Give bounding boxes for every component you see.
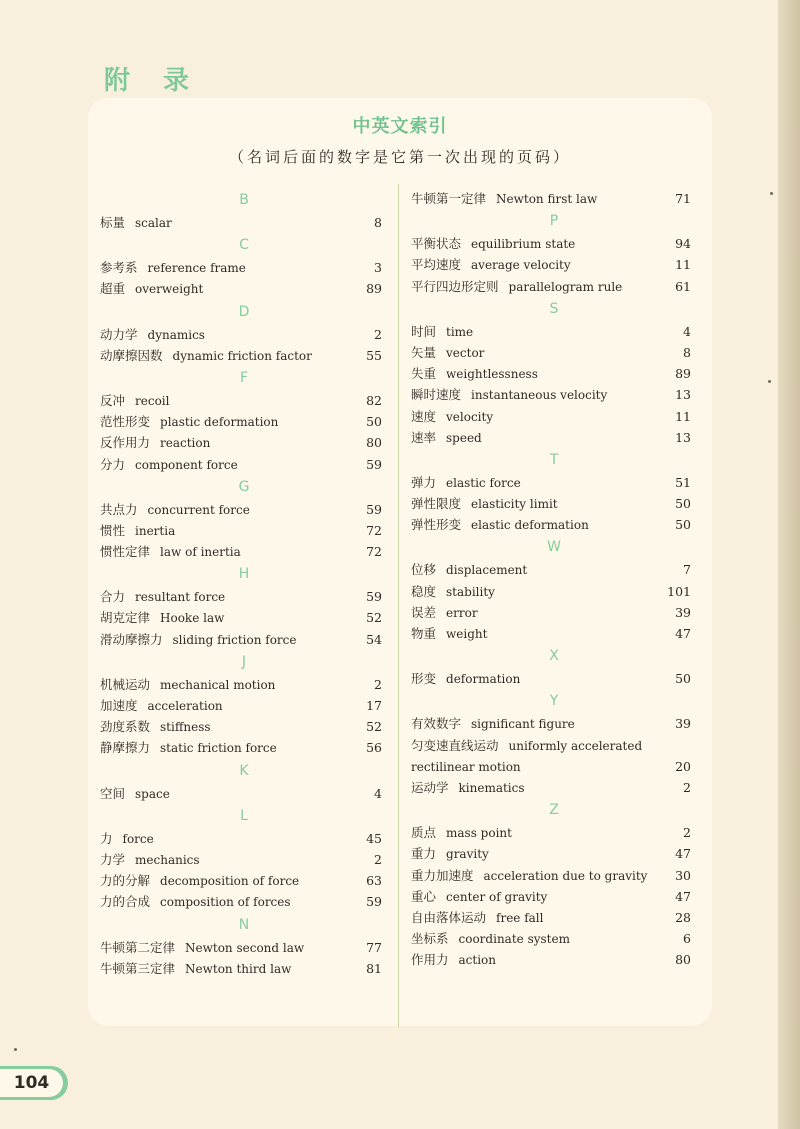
entry-chinese-term: 动力学 <box>100 326 138 342</box>
entry-english-term: law of inertia <box>160 545 241 560</box>
entry-chinese-term: 自由落体运动 <box>411 909 487 925</box>
index-entry <box>411 472 691 493</box>
entry-chinese-term: 平均速度 <box>411 257 462 273</box>
index-title: 中英文索引 <box>352 116 448 137</box>
index-entry <box>411 713 691 734</box>
index-entry <box>411 928 691 949</box>
entry-page-number: 59 <box>366 456 382 472</box>
index-entry <box>411 342 691 363</box>
index-entry <box>100 958 382 979</box>
entry-english-term: instantaneous velocity <box>471 388 608 403</box>
index-entry <box>100 891 382 912</box>
entry-chinese-term: 空间 <box>100 785 126 801</box>
index-letter-heading: Y <box>549 693 559 710</box>
entry-english-term: inertia <box>135 523 176 538</box>
entry-page-number: 45 <box>366 830 382 846</box>
entry-chinese-term: 力的合成 <box>100 894 151 910</box>
entry-english-term: decomposition of force <box>160 874 300 889</box>
entry-english-term: weight <box>446 627 488 641</box>
index-letter-heading: C <box>239 237 249 254</box>
entry-chinese-term: 滑动摩擦力 <box>100 631 163 647</box>
entry-english-term: coordinate system <box>458 932 570 947</box>
index-entry <box>100 828 382 849</box>
index-entry <box>411 602 691 623</box>
entry-english-term: acceleration <box>147 699 223 713</box>
entry-page-number: 50 <box>675 496 691 512</box>
index-letter-heading: B <box>239 192 249 208</box>
index-letter-heading: K <box>239 762 249 779</box>
entry-page-number: 59 <box>366 894 382 910</box>
entry-page-number: 56 <box>366 740 382 756</box>
entry-english-term: rectilinear motion <box>411 759 521 774</box>
entry-page-number: 11 <box>675 257 691 273</box>
entry-english-term: mechanical motion <box>160 677 276 692</box>
entry-page-number: 17 <box>366 698 382 713</box>
entry-page-number: 11 <box>675 408 691 424</box>
index-entry <box>411 822 691 843</box>
speck <box>768 380 771 383</box>
entry-page-number: 63 <box>366 873 382 889</box>
entry-page-number: 89 <box>366 281 382 297</box>
entry-page-number: 39 <box>675 604 691 620</box>
entry-chinese-term: 重力 <box>411 846 437 862</box>
index-letter-heading: P <box>549 213 559 230</box>
entry-page-number: 2 <box>683 825 691 841</box>
entry-chinese-term: 弹性限度 <box>411 496 462 512</box>
index-letter-heading: G <box>238 478 250 495</box>
entry-chinese-term: 重心 <box>411 888 437 904</box>
entry-english-term: elastic deformation <box>471 518 589 533</box>
entry-chinese-term: 范性形变 <box>100 414 151 430</box>
index-entry <box>100 278 382 299</box>
index-entry <box>411 384 691 405</box>
entry-english-term: sliding friction force <box>172 632 297 647</box>
entry-english-term: average velocity <box>471 258 571 273</box>
entry-english-term: parallelogram rule <box>508 279 623 294</box>
entry-chinese-term: 牛顿第三定律 <box>100 960 176 976</box>
index-entry <box>100 454 382 475</box>
index-entry <box>100 390 382 411</box>
entry-page-number: 59 <box>366 501 382 517</box>
entry-english-term: time <box>446 324 474 339</box>
entry-page-number: 4 <box>683 323 691 339</box>
entry-page-number: 52 <box>366 719 382 735</box>
entry-page-number: 89 <box>675 366 691 382</box>
entry-english-term: center of gravity <box>446 889 548 904</box>
entry-page-number: 8 <box>683 344 691 360</box>
entry-page-number: 55 <box>366 347 382 363</box>
index-entry <box>100 324 382 345</box>
speck <box>770 192 773 195</box>
entry-english-term: uniformly accelerated <box>508 738 643 753</box>
entry-chinese-term: 形变 <box>411 671 437 687</box>
entry-page-number: 2 <box>683 779 691 795</box>
entry-chinese-term: 机械运动 <box>100 676 151 692</box>
index-letter-heading: X <box>549 648 559 665</box>
entry-english-term: overweight <box>135 282 204 297</box>
entry-chinese-term: 坐标系 <box>411 931 449 947</box>
entry-english-term: Hooke law <box>160 611 225 626</box>
entry-chinese-term: 分力 <box>100 456 126 472</box>
index-entry <box>411 427 691 448</box>
entry-page-number: 80 <box>675 952 691 968</box>
entry-english-term: elastic force <box>446 475 521 490</box>
entry-page-number: 2 <box>374 676 382 692</box>
index-entry <box>411 865 691 886</box>
entry-english-term: plastic deformation <box>160 415 279 430</box>
entry-page-number: 80 <box>366 435 382 451</box>
entry-page-number: 7 <box>683 562 691 578</box>
entry-chinese-term: 共点力 <box>100 501 138 517</box>
index-entry <box>100 607 382 628</box>
index-entry <box>411 406 691 427</box>
entry-chinese-term: 标量 <box>100 215 126 230</box>
index-entry <box>411 581 691 602</box>
entry-chinese-term: 加速度 <box>100 698 138 713</box>
entry-chinese-term: 平衡状态 <box>411 236 462 252</box>
entry-english-term: speed <box>446 430 482 445</box>
index-entry <box>411 668 691 689</box>
index-entry <box>411 777 691 798</box>
index-entry <box>100 541 382 562</box>
entry-english-term: action <box>458 953 497 968</box>
entry-english-term: Newton second law <box>185 940 305 955</box>
entry-chinese-term: 误差 <box>411 604 437 620</box>
index-column-left <box>100 188 382 979</box>
entry-english-term: equilibrium state <box>471 237 576 252</box>
entry-chinese-term: 重力加速度 <box>411 867 474 883</box>
entry-english-term: velocity <box>446 409 494 424</box>
entry-chinese-term: 动摩擦因数 <box>100 347 163 363</box>
entry-chinese-term: 矢量 <box>411 344 437 360</box>
entry-page-number: 6 <box>683 931 691 947</box>
index-entry <box>100 520 382 541</box>
entry-english-term: space <box>135 786 170 801</box>
index-entry <box>411 559 691 580</box>
index-entry <box>100 257 382 278</box>
index-entry <box>411 493 691 514</box>
entry-page-number: 71 <box>675 191 691 206</box>
entry-page-number: 82 <box>366 392 382 408</box>
entry-chinese-term: 物重 <box>411 626 437 641</box>
index-entry <box>100 674 382 695</box>
entry-english-term: displacement <box>446 563 528 578</box>
entry-chinese-term: 速度 <box>411 408 437 424</box>
index-entry <box>100 432 382 453</box>
index-subtitle: （名词后面的数字是它第一次出现的页码） <box>228 148 571 166</box>
entry-page-number: 61 <box>675 278 691 294</box>
entry-chinese-term: 弹性形变 <box>411 517 462 533</box>
entry-chinese-term: 力学 <box>100 851 126 867</box>
index-entry <box>100 629 382 650</box>
entry-chinese-term: 牛顿第二定律 <box>100 939 176 955</box>
index-entry <box>100 870 382 891</box>
index-entry <box>411 735 691 756</box>
entry-chinese-term: 失重 <box>411 366 437 382</box>
page-number: 104 <box>0 1069 63 1097</box>
index-entry <box>100 411 382 432</box>
entry-page-number: 72 <box>366 544 382 560</box>
index-entry <box>411 514 691 535</box>
index-letter-heading: N <box>238 916 250 933</box>
entry-english-term: concurrent force <box>147 502 250 517</box>
index-entry <box>411 321 691 342</box>
index-entry <box>411 233 691 254</box>
index-entry <box>100 716 382 737</box>
entry-english-term: acceleration due to gravity <box>483 868 648 883</box>
entry-chinese-term: 运动学 <box>411 779 449 795</box>
entry-page-number: 50 <box>366 414 382 430</box>
entry-chinese-term: 质点 <box>411 825 437 841</box>
entry-english-term: component force <box>135 457 238 472</box>
index-letter-heading: Z <box>549 802 559 819</box>
appendix-title: 附 录 <box>104 66 202 96</box>
index-letter-heading: J <box>241 653 247 670</box>
entry-page-number: 77 <box>366 939 382 955</box>
entry-page-number: 94 <box>675 236 691 252</box>
entry-english-term: dynamics <box>147 327 205 342</box>
entry-page-number: 54 <box>366 631 382 647</box>
entry-page-number: 50 <box>675 517 691 533</box>
entry-english-term: mass point <box>446 826 512 841</box>
entry-page-number: 47 <box>675 846 691 862</box>
entry-chinese-term: 匀变速直线运动 <box>411 737 499 753</box>
entry-page-number: 30 <box>675 867 691 883</box>
entry-chinese-term: 稳度 <box>411 583 437 599</box>
index-entry <box>411 843 691 864</box>
column-divider <box>398 184 399 1028</box>
entry-page-number: 20 <box>675 758 691 774</box>
entry-english-term: reference frame <box>147 261 246 276</box>
index-entry <box>411 756 691 777</box>
entry-chinese-term: 反作用力 <box>100 435 151 451</box>
index-letter-heading: L <box>240 807 248 824</box>
entry-english-term: vector <box>446 345 485 360</box>
entry-chinese-term: 时间 <box>411 323 437 339</box>
entry-page-number: 13 <box>675 387 691 403</box>
entry-page-number: 8 <box>374 215 382 230</box>
entry-chinese-term: 牛顿第一定律 <box>411 191 487 206</box>
entry-chinese-term: 作用力 <box>411 952 449 968</box>
entry-page-number: 47 <box>675 888 691 904</box>
entry-page-number: 3 <box>374 260 382 276</box>
entry-english-term: composition of forces <box>160 895 291 910</box>
entry-page-number: 4 <box>374 785 382 801</box>
page-edge <box>778 0 800 1129</box>
entry-chinese-term: 瞬时速度 <box>411 387 462 403</box>
index-entry <box>411 907 691 928</box>
entry-page-number: 2 <box>374 326 382 342</box>
entry-english-term: stability <box>446 584 495 599</box>
index-entry <box>100 499 382 520</box>
entry-chinese-term: 参考系 <box>100 260 138 276</box>
entry-english-term: reaction <box>160 436 211 451</box>
speck <box>14 1048 17 1051</box>
index-letter-heading: F <box>239 369 249 386</box>
index-letter-heading: S <box>549 300 559 317</box>
index-entry <box>100 345 382 366</box>
entry-english-term: mechanics <box>135 852 200 867</box>
entry-chinese-term: 合力 <box>100 589 126 605</box>
index-entry <box>411 276 691 297</box>
index-letter-heading: H <box>238 566 250 583</box>
entry-chinese-term: 力 <box>100 830 113 846</box>
index-letter-heading: W <box>547 539 561 556</box>
entry-chinese-term: 弹力 <box>411 474 437 490</box>
index-entry <box>411 623 691 644</box>
entry-chinese-term: 位移 <box>411 562 437 578</box>
index-entry <box>411 254 691 275</box>
entry-page-number: 72 <box>366 522 382 538</box>
entry-chinese-term: 劲度系数 <box>100 719 151 735</box>
entry-page-number: 81 <box>366 960 382 976</box>
index-entry <box>100 783 382 804</box>
index-letter-heading: T <box>549 451 559 468</box>
entry-english-term: dynamic friction factor <box>172 348 312 363</box>
entry-page-number: 51 <box>675 474 691 490</box>
entry-chinese-term: 超重 <box>100 281 126 297</box>
entry-english-term: Newton third law <box>185 961 292 976</box>
entry-page-number: 13 <box>675 429 691 445</box>
entry-english-term: force <box>122 831 154 846</box>
index-entry <box>100 737 382 758</box>
entry-english-term: error <box>446 605 478 620</box>
entry-english-term: Newton first law <box>496 192 598 206</box>
entry-english-term: stiffness <box>160 720 211 735</box>
entry-page-number: 28 <box>675 909 691 925</box>
index-entry <box>100 937 382 958</box>
entry-page-number: 59 <box>366 589 382 605</box>
entry-english-term: weightlessness <box>446 367 538 382</box>
entry-chinese-term: 速率 <box>411 429 437 445</box>
entry-english-term: deformation <box>446 672 521 687</box>
index-entry <box>100 849 382 870</box>
entry-chinese-term: 静摩擦力 <box>100 740 151 756</box>
index-entry <box>411 886 691 907</box>
entry-english-term: static friction force <box>160 741 277 756</box>
entry-page-number: 52 <box>366 610 382 626</box>
entry-chinese-term: 力的分解 <box>100 873 151 889</box>
entry-english-term: gravity <box>446 847 489 862</box>
entry-english-term: recoil <box>135 393 170 408</box>
entry-page-number: 47 <box>675 626 691 641</box>
entry-chinese-term: 有效数字 <box>411 716 462 732</box>
entry-english-term: resultant force <box>135 590 226 605</box>
entry-chinese-term: 惯性 <box>100 522 126 538</box>
entry-english-term: kinematics <box>458 780 525 795</box>
index-entry <box>100 695 382 716</box>
index-letter-heading: D <box>238 303 250 320</box>
index-entry <box>411 949 691 970</box>
index-column-right <box>411 188 691 970</box>
entry-chinese-term: 惯性定律 <box>100 544 151 560</box>
entry-english-term: significant figure <box>471 717 575 732</box>
entry-chinese-term: 反冲 <box>100 392 126 408</box>
index-entry <box>411 188 691 209</box>
index-entry <box>411 363 691 384</box>
entry-english-term: scalar <box>135 216 172 230</box>
entry-page-number: 50 <box>675 671 691 687</box>
index-entry <box>100 586 382 607</box>
entry-english-term: elasticity limit <box>471 497 558 512</box>
entry-page-number: 39 <box>675 716 691 732</box>
index-entry <box>100 212 382 233</box>
entry-english-term: free fall <box>496 910 544 925</box>
entry-page-number: 101 <box>667 583 691 599</box>
entry-chinese-term: 胡克定律 <box>100 610 151 626</box>
entry-page-number: 2 <box>374 851 382 867</box>
entry-chinese-term: 平行四边形定则 <box>411 278 499 294</box>
